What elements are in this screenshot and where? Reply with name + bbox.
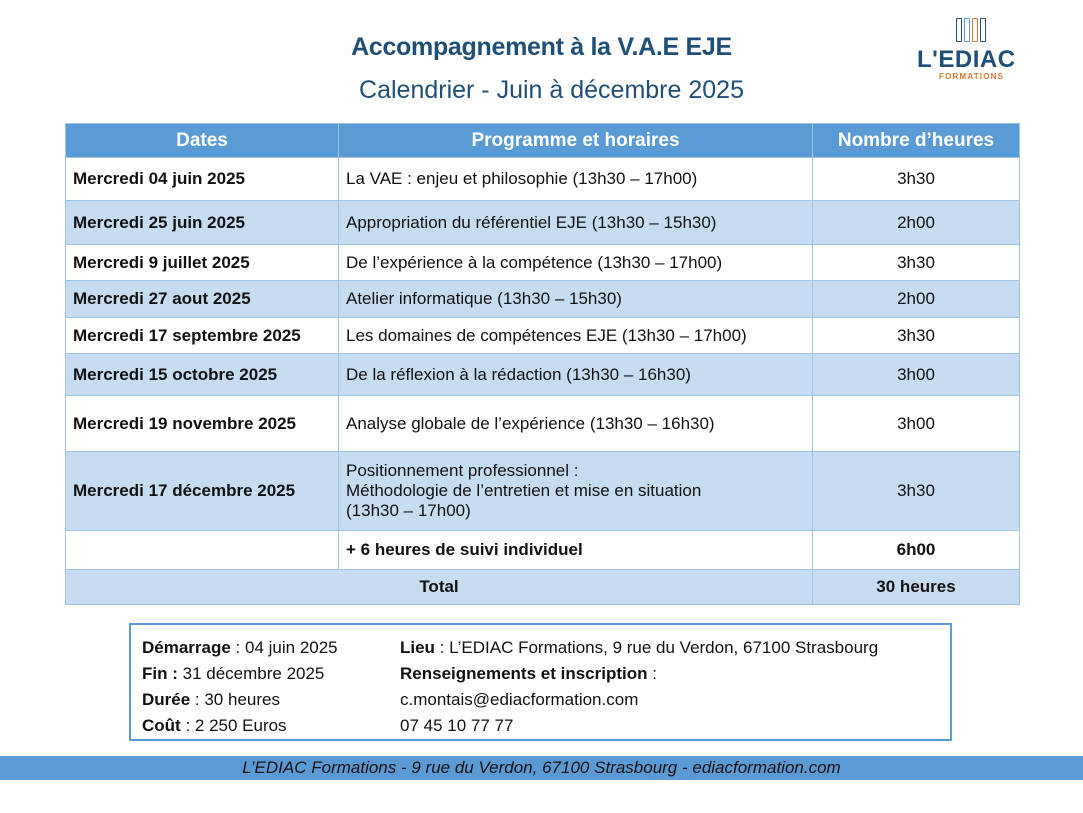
- contact-line: [400, 661, 878, 687]
- programme-line: Méthodologie de l’entretien et mise en situation: [346, 481, 702, 500]
- programme-line: (13h30 – 17h00): [346, 501, 471, 520]
- row-date: Mercredi 27 aout 2025: [66, 281, 339, 318]
- page-subtitle: Calendrier - Juin à décembre 2025: [359, 76, 744, 104]
- table-row: [66, 245, 1020, 281]
- row-date: Mercredi 15 octobre 2025: [66, 354, 339, 396]
- start-line: [142, 635, 338, 661]
- email: c.montais@ediacformation.com: [400, 690, 639, 709]
- header-hours: Nombre d’heures: [813, 124, 1020, 158]
- footer-bar: L’EDIAC Formations - 9 rue du Verdon, 67100 Strasbourg - ediacformation.com: [0, 756, 1083, 780]
- row-date: Mercredi 9 juillet 2025: [66, 245, 339, 281]
- header-programme: Programme et horaires: [339, 124, 813, 158]
- row-hours: 3h30: [813, 452, 1020, 531]
- row-programme: La VAE : enjeu et philosophie (13h30 – 17h00): [339, 158, 813, 201]
- table-header-row: [66, 124, 1020, 158]
- row-programme: Les domaines de compétences EJE (13h30 – 17h00): [339, 318, 813, 354]
- row-date: Mercredi 25 juin 2025: [66, 201, 339, 245]
- row-programme: Atelier informatique (13h30 – 15h30): [339, 281, 813, 318]
- ediac-logo: [915, 16, 1025, 86]
- table-row: [66, 531, 1020, 570]
- start-value: : 04 juin 2025: [230, 638, 338, 657]
- row-hours: 3h30: [813, 158, 1020, 201]
- row-hours: 3h00: [813, 354, 1020, 396]
- duration-label: Durée: [142, 690, 191, 709]
- row-date: Mercredi 19 novembre 2025: [66, 396, 339, 452]
- table-row: [66, 318, 1020, 354]
- row-hours: 6h00: [813, 531, 1020, 570]
- row-date: Mercredi 04 juin 2025: [66, 158, 339, 201]
- duration-line: [142, 687, 338, 713]
- end-value: 31 décembre 2025: [177, 664, 325, 683]
- programme-line: Positionnement professionnel :: [346, 461, 579, 480]
- logo-tagline: FORMATIONS: [939, 72, 1005, 81]
- total-hours: 30 heures: [813, 570, 1020, 605]
- row-hours: 3h00: [813, 396, 1020, 452]
- place-value: : L’EDIAC Formations, 9 rue du Verdon, 67100 Strasbourg: [434, 638, 879, 657]
- cost-value: : 2 250 Euros: [180, 716, 287, 735]
- place-line: [400, 635, 878, 661]
- table-row: [66, 201, 1020, 245]
- table-row: [66, 281, 1020, 318]
- duration-value: : 30 heures: [190, 690, 280, 709]
- row-programme: De l’expérience à la compétence (13h30 – 17h00): [339, 245, 813, 281]
- cost-label: Coût: [142, 716, 181, 735]
- row-hours: 3h30: [813, 245, 1020, 281]
- row-date: [66, 531, 339, 570]
- phone: 07 45 10 77 77: [400, 716, 514, 735]
- row-programme: + 6 heures de suivi individuel: [339, 531, 813, 570]
- end-label: Fin :: [142, 664, 178, 683]
- row-date: Mercredi 17 septembre 2025: [66, 318, 339, 354]
- row-hours: 2h00: [813, 281, 1020, 318]
- row-programme: Analyse globale de l’expérience (13h30 – 16h30): [339, 396, 813, 452]
- page-title: Accompagnement à la V.A.E EJE: [351, 33, 732, 61]
- contact-label: Renseignements et inscription: [400, 664, 648, 683]
- cost-line: [142, 713, 338, 739]
- table-row: [66, 158, 1020, 201]
- table-row: [66, 452, 1020, 531]
- start-label: Démarrage: [142, 638, 231, 657]
- table-row: [66, 396, 1020, 452]
- row-programme: De la réflexion à la rédaction (13h30 – 16h30): [339, 354, 813, 396]
- total-label: Total: [66, 570, 813, 605]
- table-row: [66, 354, 1020, 396]
- row-hours: 2h00: [813, 201, 1020, 245]
- info-left-column: [142, 635, 338, 739]
- info-box: [129, 623, 952, 741]
- row-hours: 3h30: [813, 318, 1020, 354]
- row-programme: [339, 452, 813, 531]
- place-label: Lieu: [400, 638, 435, 657]
- total-row: [66, 570, 1020, 605]
- header-dates: Dates: [66, 124, 339, 158]
- contact-suffix: :: [647, 664, 657, 683]
- row-date: Mercredi 17 décembre 2025: [66, 452, 339, 531]
- logo-name: L'EDIAC: [917, 46, 1016, 73]
- info-right-column: [400, 635, 878, 739]
- row-programme: Appropriation du référentiel EJE (13h30 – 15h30): [339, 201, 813, 245]
- schedule-table: [65, 123, 1020, 605]
- end-line: [142, 661, 338, 687]
